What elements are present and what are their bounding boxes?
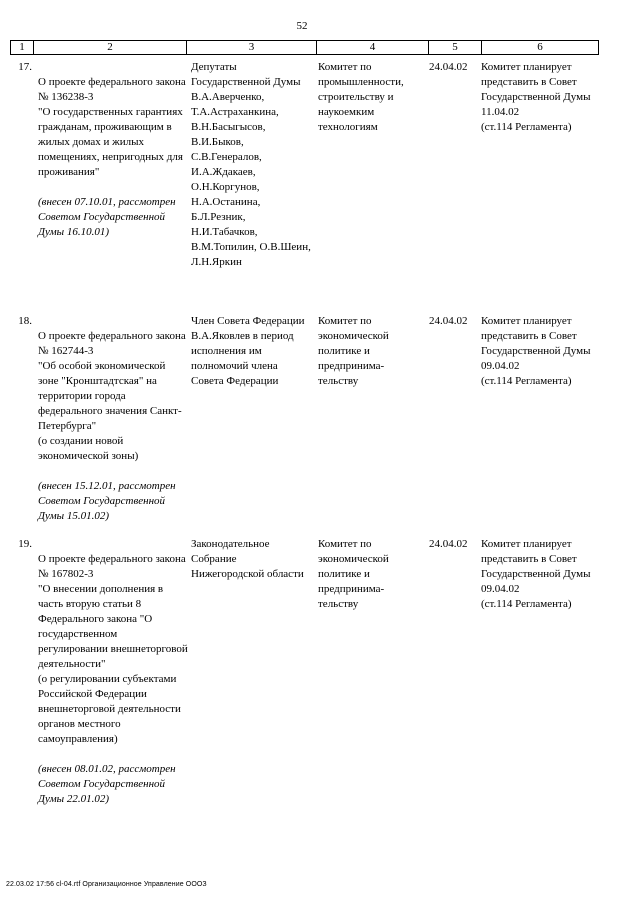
row-number: 19.: [18, 538, 32, 550]
column-header-6: 6: [537, 41, 543, 53]
bill-note: (внесен 07.10.01, рассмотрен Советом Государственной Думы 16.10.01): [38, 196, 176, 238]
committee-plan: Комитет планирует представить в Совет Государственной Думы 11.04.02 (ст.114 Регламента): [481, 61, 591, 133]
bill-note: (внесен 15.12.01, рассмотрен Советом Государственной Думы 15.01.02): [38, 480, 176, 522]
consideration-date: 24.04.02: [429, 315, 468, 327]
bill-note: (внесен 08.01.02, рассмотрен Советом Государственной Думы 22.01.02): [38, 763, 176, 805]
column-header-5: 5: [429, 41, 482, 54]
column-header-3: 3: [187, 41, 317, 54]
bill-title: О проекте федерального закона № 136238-3 "О государственных гарантиях гражданам, проживающим в жилых домах и жилых помещениях, непригодных для проживания": [38, 76, 186, 178]
page-number: 52: [296, 20, 308, 32]
column-header-4: 4: [317, 41, 429, 54]
responsible-committee: Комитет по промышленности, строительству и наукоемким технологиям: [318, 61, 404, 133]
responsible-committee: Комитет по экономической политике и предпринима- тельству: [318, 538, 389, 610]
bill-author: Член Совета Федерации В.А.Яковлев в период исполнения им полномочий члена Совета Федерации: [191, 315, 305, 387]
bill-description: [38, 60, 188, 255]
responsible-committee: Комитет по экономической политике и предпринима- тельству: [318, 315, 389, 387]
column-header-2: 2: [34, 41, 187, 54]
table-header-row: [10, 40, 599, 55]
row-number: 17.: [18, 61, 32, 73]
bill-description: [38, 537, 188, 822]
bill-author: Депутаты Государственной Думы В.А.Аверченко, Т.А.Астраханкина, В.Н.Басыгысов, В.И.Быков, С.В.Генералов, И.А.Ждакаев, О.Н.Коргунов, Н.А.Останина, Б.Л.Резник, Н.И.Табачков, В.М.Топилин, О.В.Шеин, Л.Н.Яркин: [191, 61, 311, 268]
committee-plan: Комитет планирует представить в Совет Государственной Думы 09.04.02 (ст.114 Регламента): [481, 315, 591, 387]
document-footer: 22.03.02 17:56 cl-04.rtf Организационное Управление ОООЗ: [6, 881, 207, 888]
bill-author: Законодательное Собрание Нижегородской области: [191, 538, 304, 580]
committee-plan: Комитет планирует представить в Совет Государственной Думы 09.04.02 (ст.114 Регламента): [481, 538, 591, 610]
row-number: 18.: [18, 315, 32, 327]
bill-description: [38, 314, 188, 539]
consideration-date: 24.04.02: [429, 538, 468, 550]
bill-title: О проекте федерального закона № 162744-3 "Об особой экономической зоне "Кронштадтская" на территории города федерального значения Санкт-Петербурга" (о создании новой экономической зоны): [38, 330, 186, 462]
bill-title: О проекте федерального закона № 167802-3 "О внесении дополнения в часть вторую статьи 8 Федерального закона "О государственном регулировании внешнеторговой деятельности" (о регулировании субъектами Российской Федерации внешнеторговой деятельности органов местного самоуправления): [38, 553, 188, 745]
consideration-date: 24.04.02: [429, 61, 468, 73]
column-header-1: 1: [11, 41, 34, 54]
